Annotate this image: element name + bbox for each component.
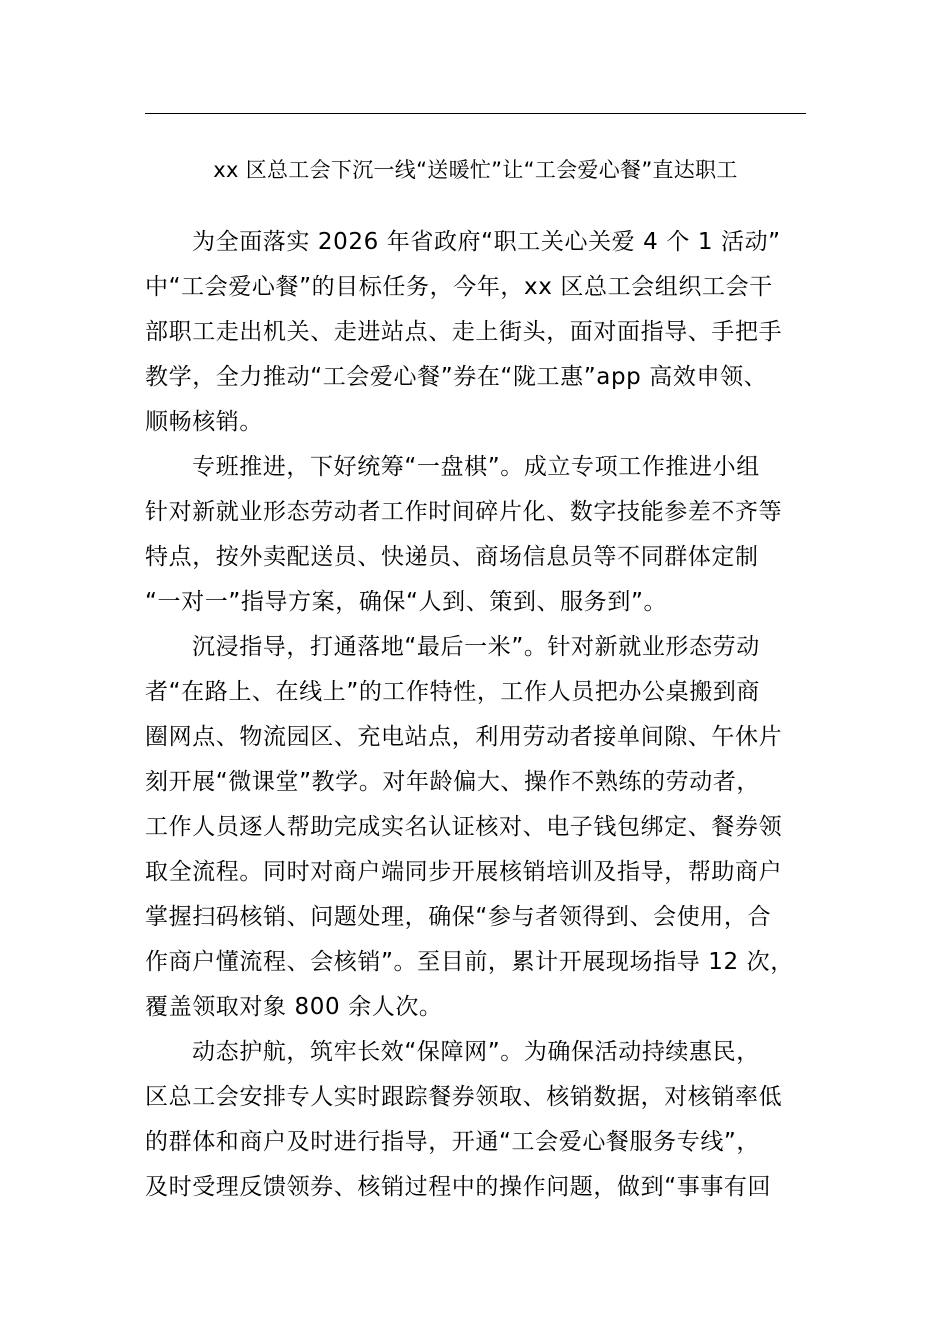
paragraph-3-line-6: 取全流程。同时对商户端同步开展核销培训及指导，帮助商户 [145, 859, 783, 885]
paragraph-3-line-5: 工作人员逐人帮助完成实名认证核对、电子钱包绑定、餐券领 [145, 814, 783, 840]
document-title: xx 区总工会下沉一线“送暖忙”让“工会爱心餐”直达职工 [213, 158, 738, 182]
paragraph-4-line-3: 的群体和商户及时进行指导，开通“工会爱心餐服务专线”， [145, 1129, 761, 1155]
paragraph-4-line-2: 区总工会安排专人实时跟踪餐券领取、核销数据，对核销率低 [145, 1084, 783, 1110]
paragraph-3-line-1: 沉浸指导，打通落地“最后一米”。针对新就业形态劳动 [192, 634, 760, 660]
paragraph-3-line-7: 掌握扫码核销、问题处理，确保“参与者领得到、会使用，合 [145, 904, 772, 930]
paragraph-1-line-3: 部职工走出机关、走进站点、走上街头，面对面指导、手把手 [145, 319, 783, 345]
paragraph-1-line-2: 中“工会爱心餐”的目标任务，今年，xx 区总工会组织工会干 [145, 274, 773, 300]
paragraph-4-line-1: 动态护航，筑牢长效“保障网”。为确保活动持续惠民， [192, 1039, 760, 1065]
paragraph-1-line-5: 顺畅核销。 [145, 409, 263, 435]
paragraph-3-line-4: 刻开展“微课堂”教学。对年龄偏大、操作不熟练的劳动者， [145, 769, 761, 795]
paragraph-3-line-2: 者“在路上、在线上”的工作特性，工作人员把办公桌搬到商 [145, 679, 761, 705]
paragraph-4-line-4: 及时受理反馈领券、核销过程中的操作问题，做到“事事有回 [145, 1174, 772, 1200]
header-rule [145, 113, 806, 114]
paragraph-2-line-4: “一对一”指导方案，确保“人到、策到、服务到”。 [145, 589, 668, 615]
paragraph-3-line-3: 圈网点、物流园区、充电站点，利用劳动者接单间隙、午休片 [145, 724, 783, 750]
paragraph-2-line-2: 针对新就业形态劳动者工作时间碎片化、数字技能参差不齐等 [145, 499, 783, 525]
paragraph-3-line-9: 覆盖领取对象 800 余人次。 [145, 994, 443, 1020]
paragraph-3-line-8: 作商户懂流程、会核销”。至目前，累计开展现场指导 12 次， [145, 949, 794, 975]
paragraph-1-line-4: 教学，全力推动“工会爱心餐”券在“陇工惠”app 高效申领、 [145, 364, 768, 390]
paragraph-1-line-1: 为全面落实 2026 年省政府“职工关心关爱 4 个 1 活动” [192, 229, 781, 255]
paragraph-2-line-1: 专班推进，下好统筹“一盘棋”。成立专项工作推进小组 [192, 454, 760, 480]
paragraph-2-line-3: 特点，按外卖配送员、快递员、商场信息员等不同群体定制 [145, 544, 759, 570]
